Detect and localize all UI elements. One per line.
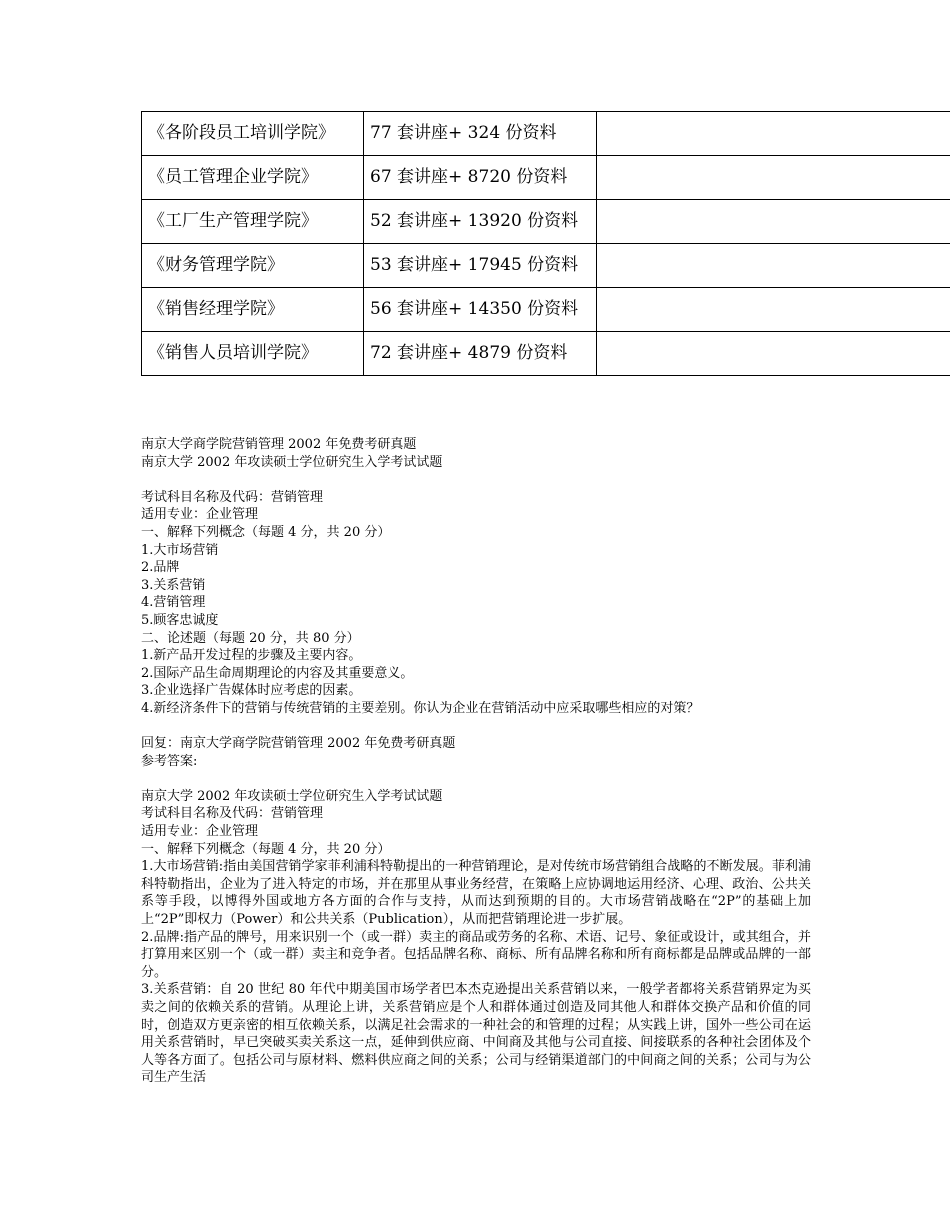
table-row <box>142 156 950 200</box>
blank-line <box>141 471 811 489</box>
question-item: 5.顾客忠诚度 <box>141 612 219 628</box>
answer-paragraph: 1.大市场营销:指由美国营销学家菲利浦科特勒提出的一种营销理论，是对传统市场营销组合战略的不断发展。菲利浦科特勒指出，企业为了进入特定的市场，并在那里从事业务经营，在策略上应协调地运用经济、心理、政治、公共关系等手段，以博得外国或地方各方面的合作与支持，从而达到预期的目的。大市场营销战略在“2P”的基础上加上“2P”即权力（Power）和公共关系（Publication），从而把营销理论进一步扩展。 <box>141 859 811 928</box>
question-item: 2.品牌 <box>141 560 180 576</box>
exam-subject: 考试科目名称及代码：营销管理 <box>141 489 324 505</box>
exam-major: 适用专业：企业管理 <box>141 507 259 523</box>
content-count-cell: 72 套讲座+ 4879 份资料 <box>364 332 597 376</box>
answers-subject: 考试科目名称及代码：营销管理 <box>141 806 324 822</box>
note-cell <box>597 332 950 376</box>
college-name-cell: 《销售经理学院》 <box>142 288 364 332</box>
college-name-cell: 《财务管理学院》 <box>142 244 364 288</box>
blank-line <box>141 718 811 736</box>
answers-title: 南京大学 2002 年攻读硕士学位研究生入学考试试题 <box>141 788 443 804</box>
question-item: 3.关系营销 <box>141 577 206 593</box>
table-row <box>142 332 950 376</box>
note-cell <box>597 200 950 244</box>
question-item: 3.企业选择广告媒体时应考虑的因素。 <box>141 683 362 699</box>
table-row <box>142 200 950 244</box>
question-item: 4.营销管理 <box>141 595 206 611</box>
college-name-cell: 《各阶段员工培训学院》 <box>142 112 364 156</box>
content-count-cell: 52 套讲座+ 13920 份资料 <box>364 200 597 244</box>
table-row <box>142 244 950 288</box>
catalog-table <box>141 111 950 376</box>
content-count-cell: 56 套讲座+ 14350 份资料 <box>364 288 597 332</box>
section-heading: 二、论述题（每题 20 分，共 80 分） <box>141 630 360 646</box>
college-name-cell: 《员工管理企业学院》 <box>142 156 364 200</box>
table-row <box>142 288 950 332</box>
content-count-cell: 67 套讲座+ 8720 份资料 <box>364 156 597 200</box>
reference-answer-label: 参考答案: <box>141 753 198 769</box>
table-row <box>142 112 950 156</box>
content-count-cell: 77 套讲座+ 324 份资料 <box>364 112 597 156</box>
note-cell <box>597 112 950 156</box>
exam-subtitle: 南京大学 2002 年攻读硕士学位研究生入学考试试题 <box>141 454 443 470</box>
content-count-cell: 53 套讲座+ 17945 份资料 <box>364 244 597 288</box>
question-item: 1.新产品开发过程的步骤及主要内容。 <box>141 648 362 664</box>
document-body <box>141 436 811 1087</box>
answer-paragraph: 2.品牌:指产品的牌号，用来识别一个（或一群）卖主的商品或劳务的名称、术语、记号、象征或设计，或其组合，并打算用来区别一个（或一群）卖主和竞争者。包括品牌名称、商标、所有品牌名称和所有商标都是品牌或品牌的一部分。 <box>141 929 811 980</box>
note-cell <box>597 156 950 200</box>
reply-title: 回复：南京大学商学院营销管理 2002 年免费考研真题 <box>141 736 456 752</box>
answer-paragraph: 3.关系营销：自 20 世纪 80 年代中期美国市场学者巴本杰克逊提出关系营销以来，一般学者都将关系营销界定为买卖之间的依赖关系的营销。从理论上讲，关系营销应是个人和群体通过创造及同其他人和群体交换产品和价值的同时，创造双方更亲密的相互依赖关系，以满足社会需求的一种社会的和管理的过程；从实践上讲，国外一些公司在运用关系营销时，早已突破买卖关系这一点，延伸到供应商、中间商及其他与公司直接、间接联系的各种社会团体及个人等各方面了。包括公司与原材料、燃料供应商之间的关系；公司与经销渠道部门的中间商之间的关系；公司与为公司生产生活 <box>141 982 811 1086</box>
question-item: 1.大市场营销 <box>141 542 219 558</box>
question-item: 2.国际产品生命周期理论的内容及其重要意义。 <box>141 665 414 681</box>
note-cell <box>597 288 950 332</box>
question-item: 4.新经济条件下的营销与传统营销的主要差别。你认为企业在营销活动中应采取哪些相应的对策？ <box>141 700 700 716</box>
section-heading: 一、解释下列概念（每题 4 分，共 20 分） <box>141 524 391 540</box>
college-name-cell: 《销售人员培训学院》 <box>142 332 364 376</box>
blank-line <box>141 770 811 788</box>
section-heading: 一、解释下列概念（每题 4 分，共 20 分） <box>141 841 391 857</box>
answers-major: 适用专业：企业管理 <box>141 824 259 840</box>
exam-title: 南京大学商学院营销管理 2002 年免费考研真题 <box>141 437 417 452</box>
college-name-cell: 《工厂生产管理学院》 <box>142 200 364 244</box>
note-cell <box>597 244 950 288</box>
